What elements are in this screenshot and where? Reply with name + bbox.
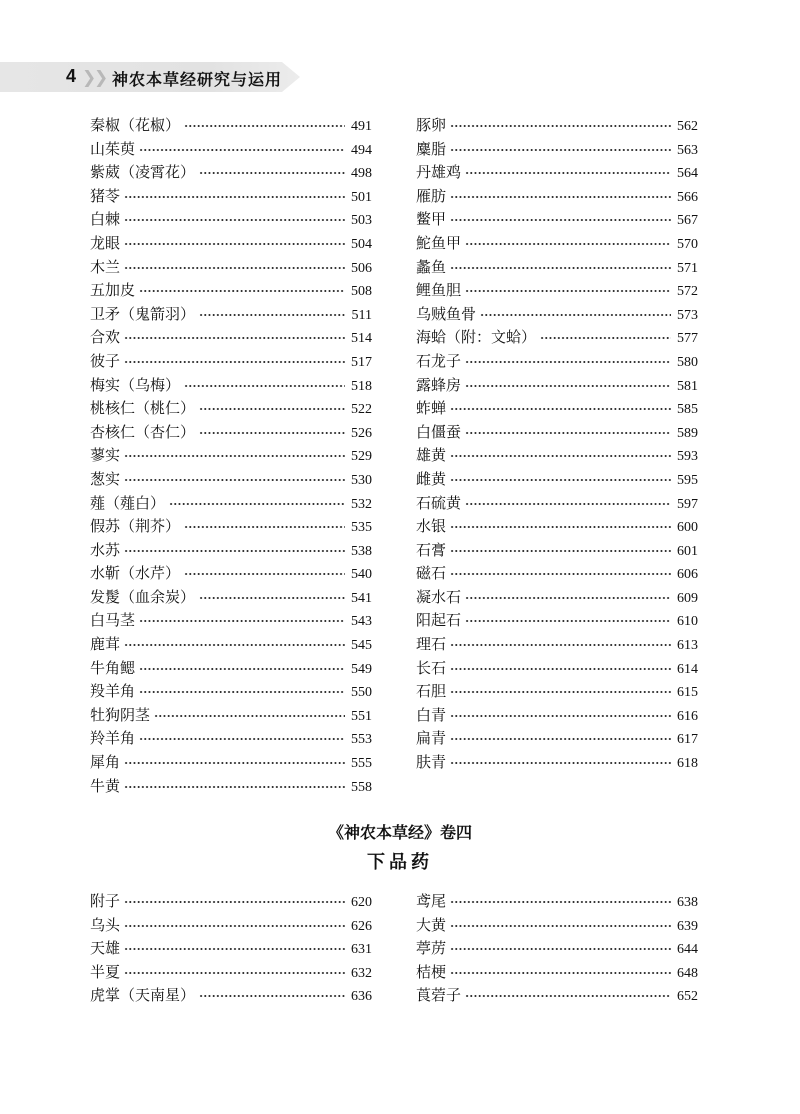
toc-entry <box>90 303 372 327</box>
toc-entry-name: 蠡鱼 <box>416 257 447 276</box>
toc-entry-page: 644 <box>677 942 698 958</box>
toc-entry-page: 545 <box>351 638 372 654</box>
toc-entry-page: 503 <box>351 213 372 229</box>
toc-entry-name: 石龙子 <box>416 351 462 370</box>
dot-leader <box>124 361 345 363</box>
toc-entry <box>416 256 698 280</box>
dot-leader <box>139 668 345 670</box>
dot-leader <box>450 149 671 151</box>
toc-entry <box>90 350 372 374</box>
toc-entry-name: 牡狗阴茎 <box>90 705 151 724</box>
dot-leader <box>450 901 671 903</box>
toc-entry-name: 羚羊角 <box>90 729 136 748</box>
dot-leader <box>450 691 671 693</box>
toc-entry-name: 石硫黄 <box>416 493 462 512</box>
toc-entry-name: 山茱萸 <box>90 139 136 158</box>
toc-column-lower-right <box>416 890 698 1008</box>
toc-entry-page: 532 <box>351 496 372 512</box>
toc-entry-page: 567 <box>677 213 698 229</box>
toc-entry-page: 508 <box>351 284 372 300</box>
dot-leader <box>465 620 671 622</box>
dot-leader <box>450 573 671 575</box>
toc-entry <box>416 114 698 138</box>
toc-entry <box>90 185 372 209</box>
dot-leader <box>480 314 671 316</box>
toc-entry-page: 517 <box>351 354 372 370</box>
toc-entry-name: 牛黄 <box>90 776 121 795</box>
toc-entry <box>90 161 372 185</box>
toc-entry <box>90 562 372 586</box>
toc-entry-page: 541 <box>351 590 372 606</box>
toc-entry <box>416 680 698 704</box>
toc-entry-page: 616 <box>677 708 698 724</box>
toc-entry-page: 529 <box>351 449 372 465</box>
toc-entry <box>90 492 372 516</box>
toc-entry-name: 露蜂房 <box>416 375 462 394</box>
toc-entry-name: 附子 <box>90 892 121 910</box>
dot-leader <box>124 243 345 245</box>
toc-entry-name: 石胆 <box>416 682 447 701</box>
toc-entry-page: 639 <box>677 918 698 934</box>
toc-entry <box>416 350 698 374</box>
dot-leader <box>139 691 345 693</box>
toc-entry-page: 638 <box>677 895 698 910</box>
toc-entry-name: 合欢 <box>90 328 121 347</box>
dot-leader <box>199 597 345 599</box>
toc-entry-name: 雄黄 <box>416 446 447 465</box>
toc-entry-name: 乌贼鱼骨 <box>416 304 477 323</box>
toc-entry-name: 雌黄 <box>416 469 447 488</box>
dot-leader <box>184 385 345 387</box>
dot-leader <box>199 172 345 174</box>
dot-leader <box>139 149 345 151</box>
toc-entry-name: 五加皮 <box>90 281 136 300</box>
toc-entry-page: 593 <box>677 449 698 465</box>
grade-title: 下品药 <box>367 852 433 873</box>
toc-entry-name: 半夏 <box>90 962 121 981</box>
toc-entry <box>416 562 698 586</box>
toc-entry-page: 610 <box>677 614 698 630</box>
volume-title: 《神农本草经》卷四 <box>327 823 472 842</box>
toc-entry-page: 631 <box>351 942 372 958</box>
toc-entry-name: 梅实（乌梅） <box>90 375 181 394</box>
dot-leader <box>124 901 345 903</box>
toc-entry-name: 肤青 <box>416 753 447 772</box>
toc-entry <box>90 444 372 468</box>
toc-entry-name: 阳起石 <box>416 611 462 630</box>
dot-leader <box>465 995 671 997</box>
toc-entry-page: 613 <box>677 638 698 654</box>
toc-entry-name: 龙眼 <box>90 233 121 252</box>
toc-entry <box>416 303 698 327</box>
toc-entry-name: 虎掌（天南星） <box>90 986 196 1005</box>
toc-entry-page: 580 <box>677 354 698 370</box>
toc-entry-name: 鮀鱼甲 <box>416 233 462 252</box>
toc-entry-page: 615 <box>677 685 698 701</box>
toc-entry-page: 601 <box>677 543 698 559</box>
toc-entry <box>90 397 372 421</box>
toc-entry <box>416 586 698 610</box>
toc-entry-name: 水银 <box>416 517 447 536</box>
toc-entry-name: 羖羊角 <box>90 682 136 701</box>
toc-entry <box>416 539 698 563</box>
toc-entry <box>416 492 698 516</box>
toc-entry-page: 585 <box>677 402 698 418</box>
toc-entry <box>90 586 372 610</box>
toc-entry-name: 水苏 <box>90 540 121 559</box>
toc-entry-page: 526 <box>351 425 372 441</box>
dot-leader <box>450 668 671 670</box>
running-title: 神农本草经研究与运用 <box>112 70 283 89</box>
dot-leader <box>450 925 671 927</box>
toc-entry <box>416 984 698 1008</box>
toc-entry <box>90 657 372 681</box>
toc-entry <box>416 421 698 445</box>
toc-entry-name: 发髲（血余炭） <box>90 587 196 606</box>
running-header <box>0 62 300 92</box>
toc-entry-page: 614 <box>677 661 698 677</box>
dot-leader <box>465 503 671 505</box>
toc-entry-page: 571 <box>677 260 698 276</box>
toc-entry-name: 麋脂 <box>416 139 447 158</box>
toc-entry <box>90 138 372 162</box>
toc-entry-name: 莨菪子 <box>416 986 462 1005</box>
dot-leader <box>139 290 345 292</box>
toc-entry-name: 水靳（水芹） <box>90 564 181 583</box>
toc-entry <box>416 890 698 914</box>
toc-entry-page: 540 <box>351 567 372 583</box>
toc-entry <box>416 138 698 162</box>
toc-entry <box>90 914 372 938</box>
toc-entry-page: 498 <box>351 166 372 182</box>
toc-entry-name: 牛角鳃 <box>90 658 136 677</box>
page-number: 4 <box>66 66 77 86</box>
toc-entry-name: 豚卵 <box>416 116 447 134</box>
toc-column-lower-left <box>90 890 372 1008</box>
toc-entry-name: 丹雄鸡 <box>416 163 462 182</box>
toc-entry-page: 538 <box>351 543 372 559</box>
toc-entry-page: 581 <box>677 378 698 394</box>
toc-entry-page: 570 <box>677 236 698 252</box>
toc-entry <box>90 609 372 633</box>
dot-leader <box>450 526 671 528</box>
dot-leader <box>124 762 345 764</box>
dot-leader <box>465 385 671 387</box>
toc-entry <box>90 421 372 445</box>
dot-leader <box>154 715 345 717</box>
toc-entry-page: 620 <box>351 895 372 910</box>
toc-entry-page: 636 <box>351 989 372 1005</box>
dot-leader <box>169 503 345 505</box>
toc-entry-page: 562 <box>677 119 698 134</box>
toc-entry-name: 葶苈 <box>416 939 447 958</box>
toc-entry-name: 白棘 <box>90 210 121 229</box>
toc-entry-name: 扁青 <box>416 729 447 748</box>
toc-entry-page: 501 <box>351 189 372 205</box>
toc-entry <box>416 185 698 209</box>
toc-entry-page: 511 <box>351 307 372 323</box>
toc-entry-page: 573 <box>677 307 698 323</box>
toc-entry <box>416 657 698 681</box>
dot-leader <box>124 786 345 788</box>
toc-entry-page: 543 <box>351 614 372 630</box>
toc-entry <box>416 609 698 633</box>
toc-entry <box>416 704 698 728</box>
toc-entry-name: 薤（薤白） <box>90 493 166 512</box>
toc-entry-page: 564 <box>677 166 698 182</box>
toc-entry <box>90 961 372 985</box>
toc-entry-page: 632 <box>351 965 372 981</box>
dot-leader <box>450 715 671 717</box>
toc-entry-name: 白青 <box>416 705 447 724</box>
toc-entry-name: 葱实 <box>90 469 121 488</box>
toc-entry <box>90 633 372 657</box>
toc-entry-page: 518 <box>351 378 372 394</box>
toc-entry <box>90 727 372 751</box>
toc-entry-name: 鲤鱼胆 <box>416 281 462 300</box>
toc-entry <box>90 680 372 704</box>
dot-leader <box>450 479 671 481</box>
toc-entry <box>416 914 698 938</box>
toc-entry-page: 555 <box>351 756 372 772</box>
toc-entry-name: 大黄 <box>416 915 447 934</box>
toc-entry-page: 566 <box>677 189 698 205</box>
toc-entry-name: 白马茎 <box>90 611 136 630</box>
dot-leader <box>199 995 345 997</box>
toc-entry <box>90 937 372 961</box>
toc-entry-page: 609 <box>677 590 698 606</box>
dot-leader <box>450 455 671 457</box>
toc-entry-page: 504 <box>351 236 372 252</box>
toc-entry-page: 572 <box>677 284 698 300</box>
dot-leader <box>124 337 345 339</box>
dot-leader <box>450 125 671 127</box>
toc-entry <box>416 444 698 468</box>
toc-entry <box>416 326 698 350</box>
toc-entry <box>416 727 698 751</box>
toc-entry-page: 577 <box>677 331 698 347</box>
toc-entry <box>416 279 698 303</box>
toc-entry <box>90 775 372 799</box>
toc-entry-page: 550 <box>351 685 372 701</box>
toc-entry-page: 606 <box>677 567 698 583</box>
toc-entry <box>90 751 372 775</box>
toc-entry-name: 蚱蝉 <box>416 399 447 418</box>
toc-entry-page: 535 <box>351 520 372 536</box>
toc-entry <box>90 208 372 232</box>
toc-entry <box>416 937 698 961</box>
toc-entry-name: 紫葳（凌霄花） <box>90 163 196 182</box>
dot-leader <box>184 125 345 127</box>
toc-entry-page: 648 <box>677 965 698 981</box>
dot-leader <box>139 738 345 740</box>
toc-entry-page: 558 <box>351 779 372 795</box>
toc-entry <box>90 890 372 914</box>
toc-entry <box>416 961 698 985</box>
toc-entry <box>90 984 372 1008</box>
toc-column-upper-left <box>90 114 372 798</box>
toc-entry-name: 蓼实 <box>90 446 121 465</box>
dot-leader <box>450 267 671 269</box>
dot-leader <box>450 762 671 764</box>
toc-entry-page: 494 <box>351 142 372 158</box>
dot-leader <box>450 219 671 221</box>
dot-leader <box>124 550 345 552</box>
toc-entry <box>90 468 372 492</box>
toc-entry-name: 假苏（荆芥） <box>90 517 181 536</box>
toc-entry-name: 彼子 <box>90 351 121 370</box>
toc-entry-name: 鳖甲 <box>416 210 447 229</box>
chevron-right-icon: ❯ <box>82 68 97 88</box>
toc-entry-name: 鸢尾 <box>416 892 447 910</box>
toc-entry-name: 卫矛（鬼箭羽） <box>90 304 196 323</box>
toc-column-upper-right <box>416 114 698 775</box>
dot-leader <box>450 644 671 646</box>
toc-entry-name: 杏核仁（杏仁） <box>90 422 196 441</box>
toc-entry <box>90 374 372 398</box>
toc-entry-name: 天雄 <box>90 939 121 958</box>
toc-entry-page: 626 <box>351 918 372 934</box>
toc-entry <box>90 232 372 256</box>
dot-leader <box>450 550 671 552</box>
dot-leader <box>199 432 345 434</box>
toc-entry-page: 491 <box>351 119 372 134</box>
toc-entry-page: 617 <box>677 732 698 748</box>
dot-leader <box>124 925 345 927</box>
dot-leader <box>184 573 345 575</box>
toc-entry-page: 530 <box>351 472 372 488</box>
dot-leader <box>450 196 671 198</box>
toc-entry-page: 506 <box>351 260 372 276</box>
toc-entry-name: 秦椒（花椒） <box>90 116 181 134</box>
dot-leader <box>124 644 345 646</box>
toc-entry <box>90 704 372 728</box>
dot-leader <box>139 620 345 622</box>
dot-leader <box>124 455 345 457</box>
toc-entry-name: 磁石 <box>416 564 447 583</box>
toc-entry-name: 桔梗 <box>416 962 447 981</box>
toc-entry-name: 海蛤（附：文蛤） <box>416 328 537 347</box>
dot-leader <box>124 479 345 481</box>
toc-entry <box>416 161 698 185</box>
dot-leader <box>465 361 671 363</box>
toc-entry <box>90 539 372 563</box>
dot-leader <box>465 243 671 245</box>
dot-leader <box>540 337 671 339</box>
dot-leader <box>465 432 671 434</box>
toc-entry <box>90 326 372 350</box>
dot-leader <box>184 526 345 528</box>
toc-entry-page: 652 <box>677 989 698 1005</box>
toc-entry-page: 595 <box>677 472 698 488</box>
dot-leader <box>450 738 671 740</box>
toc-entry-name: 桃核仁（桃仁） <box>90 399 196 418</box>
toc-entry <box>416 397 698 421</box>
toc-entry-page: 553 <box>351 732 372 748</box>
toc-entry-name: 凝水石 <box>416 587 462 606</box>
dot-leader <box>124 219 345 221</box>
toc-entry-name: 猪苓 <box>90 186 121 205</box>
toc-entry-page: 589 <box>677 425 698 441</box>
toc-entry <box>416 515 698 539</box>
dot-leader <box>199 314 346 316</box>
toc-entry <box>416 468 698 492</box>
dot-leader <box>465 290 671 292</box>
toc-entry <box>416 374 698 398</box>
dot-leader <box>124 948 345 950</box>
toc-entry-name: 长石 <box>416 658 447 677</box>
chevron-right-icon: ❯ <box>94 68 109 88</box>
toc-entry-page: 522 <box>351 402 372 418</box>
toc-entry <box>416 208 698 232</box>
dot-leader <box>450 408 671 410</box>
dot-leader <box>450 972 671 974</box>
dot-leader <box>465 172 671 174</box>
toc-entry-page: 549 <box>351 661 372 677</box>
toc-entry-page: 618 <box>677 756 698 772</box>
toc-entry <box>90 114 372 138</box>
toc-entry-name: 石膏 <box>416 540 447 559</box>
dot-leader <box>124 972 345 974</box>
toc-entry-name: 鹿茸 <box>90 635 121 654</box>
dot-leader <box>465 597 671 599</box>
toc-entry-name: 犀角 <box>90 753 121 772</box>
toc-entry-name: 雁肪 <box>416 186 447 205</box>
toc-entry-name: 乌头 <box>90 915 121 934</box>
dot-leader <box>124 196 345 198</box>
toc-entry-name: 木兰 <box>90 257 121 276</box>
dot-leader <box>124 267 345 269</box>
toc-entry-page: 600 <box>677 520 698 536</box>
toc-entry-page: 597 <box>677 496 698 512</box>
toc-entry-name: 理石 <box>416 635 447 654</box>
dot-leader <box>450 948 671 950</box>
toc-entry-page: 563 <box>677 142 698 158</box>
toc-entry-page: 514 <box>351 331 372 347</box>
toc-entry <box>416 633 698 657</box>
toc-entry <box>90 256 372 280</box>
dot-leader <box>199 408 345 410</box>
toc-entry <box>416 232 698 256</box>
toc-entry <box>90 279 372 303</box>
toc-entry <box>90 515 372 539</box>
toc-entry-page: 551 <box>351 708 372 724</box>
toc-entry <box>416 751 698 775</box>
toc-entry-name: 白僵蚕 <box>416 422 462 441</box>
